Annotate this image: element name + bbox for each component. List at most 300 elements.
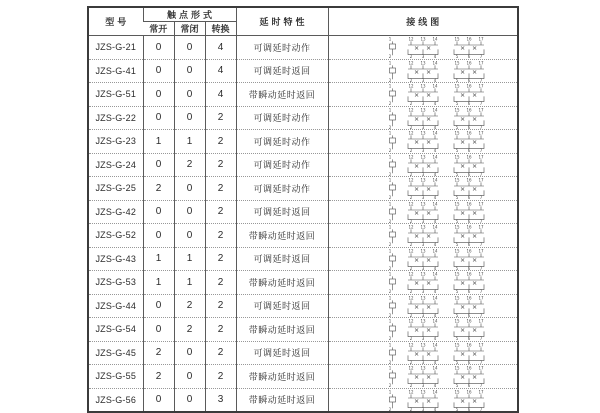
- col-header-normally-closed: 常闭: [174, 22, 205, 36]
- normally-open-cell: 1: [143, 247, 174, 271]
- model-cell: JZS-G-42: [88, 200, 143, 224]
- table-row: [88, 200, 518, 224]
- wiring-cell: [328, 36, 518, 60]
- svg-text:4: 4: [433, 312, 436, 317]
- table-row: [88, 341, 518, 365]
- svg-text:2: 2: [409, 242, 412, 247]
- contact-group: [408, 131, 438, 152]
- coil-symbol: [388, 201, 395, 222]
- normally-open-cell: 0: [143, 83, 174, 107]
- svg-text:15: 15: [453, 177, 460, 183]
- coil-symbol: [388, 342, 395, 363]
- changeover-cell: 2: [205, 247, 236, 271]
- normally-closed-cell: 1: [174, 247, 205, 271]
- delay-cell: 带瞬动延时返回: [236, 365, 328, 389]
- svg-text:1: 1: [388, 318, 391, 324]
- svg-text:17: 17: [477, 154, 484, 160]
- svg-text:2: 2: [409, 383, 412, 388]
- svg-text:5: 5: [455, 289, 458, 294]
- svg-text:6: 6: [467, 218, 470, 223]
- svg-text:12: 12: [407, 224, 414, 230]
- svg-text:13: 13: [419, 130, 426, 136]
- contact-group: [454, 37, 484, 58]
- contact-group: [408, 60, 438, 81]
- contact-group: [408, 319, 438, 340]
- table-row: [88, 388, 518, 412]
- delay-cell: 可调延时动作: [236, 177, 328, 201]
- svg-text:17: 17: [477, 271, 484, 277]
- coil-symbol: [388, 248, 395, 269]
- coil-symbol: [388, 295, 395, 316]
- table-row: [88, 224, 518, 248]
- normally-closed-cell: 0: [174, 59, 205, 83]
- svg-text:1: 1: [388, 224, 391, 230]
- contact-group: [408, 366, 438, 387]
- svg-text:5: 5: [455, 77, 458, 82]
- svg-text:3: 3: [421, 124, 424, 129]
- svg-text:7: 7: [479, 312, 482, 317]
- model-cell: JZS-G-41: [88, 59, 143, 83]
- contact-group: [454, 225, 484, 246]
- wiring-cell: [328, 83, 518, 107]
- wiring-cell: [328, 200, 518, 224]
- svg-text:3: 3: [421, 218, 424, 223]
- normally-closed-cell: 0: [174, 83, 205, 107]
- svg-text:13: 13: [419, 365, 426, 371]
- svg-text:2: 2: [388, 359, 391, 364]
- svg-text:2: 2: [409, 77, 412, 82]
- coil-symbol: [388, 37, 395, 58]
- changeover-cell: 4: [205, 83, 236, 107]
- delay-cell: 带瞬动延时返回: [236, 83, 328, 107]
- svg-text:2: 2: [409, 195, 412, 200]
- wiring-cell: [328, 59, 518, 83]
- svg-text:2: 2: [409, 218, 412, 223]
- svg-text:17: 17: [477, 177, 484, 183]
- svg-text:13: 13: [419, 36, 426, 42]
- wiring-diagram: [387, 154, 504, 176]
- table-row: [88, 177, 518, 201]
- normally-open-cell: 0: [143, 106, 174, 130]
- svg-text:16: 16: [465, 154, 472, 160]
- svg-text:1: 1: [388, 107, 391, 113]
- svg-text:5: 5: [455, 218, 458, 223]
- svg-text:12: 12: [407, 83, 414, 89]
- normally-open-cell: 0: [143, 200, 174, 224]
- contact-group: [408, 295, 438, 316]
- wiring-diagram: [387, 248, 504, 270]
- svg-text:2: 2: [409, 54, 412, 59]
- contact-group: [454, 154, 484, 175]
- contact-group: [454, 389, 484, 410]
- normally-open-cell: 2: [143, 177, 174, 201]
- svg-text:4: 4: [433, 359, 436, 364]
- svg-text:2: 2: [388, 289, 391, 294]
- svg-text:13: 13: [419, 154, 426, 160]
- svg-text:14: 14: [431, 83, 438, 89]
- delay-cell: 可调延时返回: [236, 341, 328, 365]
- wiring-diagram: [387, 365, 504, 387]
- svg-text:4: 4: [433, 148, 436, 153]
- svg-text:6: 6: [467, 242, 470, 247]
- svg-text:16: 16: [465, 342, 472, 348]
- contact-group: [408, 178, 438, 199]
- delay-cell: 带瞬动延时返回: [236, 224, 328, 248]
- svg-text:7: 7: [479, 171, 482, 176]
- svg-text:16: 16: [465, 201, 472, 207]
- normally-closed-cell: 0: [174, 200, 205, 224]
- svg-text:5: 5: [455, 265, 458, 270]
- delay-cell: 可调延时动作: [236, 130, 328, 154]
- svg-text:15: 15: [453, 154, 460, 160]
- wiring-diagram: [387, 36, 504, 58]
- normally-open-cell: 0: [143, 294, 174, 318]
- contact-group: [408, 107, 438, 128]
- normally-open-cell: 2: [143, 341, 174, 365]
- svg-text:6: 6: [467, 54, 470, 59]
- svg-text:3: 3: [421, 101, 424, 106]
- svg-text:1: 1: [388, 130, 391, 136]
- delay-cell: 可调延时返回: [236, 294, 328, 318]
- svg-text:6: 6: [467, 265, 470, 270]
- contact-group: [454, 84, 484, 105]
- svg-text:2: 2: [388, 195, 391, 200]
- contact-group: [408, 154, 438, 175]
- svg-text:5: 5: [455, 124, 458, 129]
- col-header-wiring: 接线图: [328, 7, 518, 36]
- model-cell: JZS-G-21: [95, 42, 137, 53]
- svg-text:12: 12: [407, 130, 414, 136]
- svg-text:6: 6: [467, 406, 470, 411]
- svg-text:14: 14: [431, 271, 438, 277]
- changeover-cell: 2: [205, 224, 236, 248]
- svg-text:15: 15: [453, 224, 460, 230]
- svg-text:3: 3: [421, 359, 424, 364]
- coil-symbol: [388, 107, 395, 128]
- svg-text:16: 16: [465, 83, 472, 89]
- svg-text:7: 7: [479, 54, 482, 59]
- svg-text:3: 3: [421, 289, 424, 294]
- delay-cell: 可调延时动作: [236, 106, 328, 130]
- contact-group: [454, 342, 484, 363]
- svg-text:3: 3: [421, 336, 424, 341]
- svg-text:15: 15: [453, 83, 460, 89]
- svg-text:12: 12: [407, 201, 414, 207]
- svg-text:12: 12: [407, 318, 414, 324]
- svg-text:17: 17: [477, 130, 484, 136]
- svg-text:14: 14: [431, 60, 438, 66]
- normally-closed-cell: 0: [174, 177, 205, 201]
- normally-closed-cell: 0: [174, 365, 205, 389]
- svg-text:7: 7: [479, 124, 482, 129]
- wiring-diagram: [387, 60, 504, 82]
- svg-text:1: 1: [388, 295, 391, 301]
- model-cell: JZS-G-53: [88, 271, 143, 295]
- table-row: [88, 318, 518, 342]
- svg-text:17: 17: [477, 224, 484, 230]
- wiring-diagram: [387, 107, 504, 129]
- normally-closed-cell: 2: [174, 318, 205, 342]
- svg-text:5: 5: [455, 312, 458, 317]
- contact-group: [408, 272, 438, 293]
- contact-group: [408, 342, 438, 363]
- normally-open-cell: 0: [143, 36, 174, 60]
- changeover-cell: 2: [205, 177, 236, 201]
- normally-open-cell: 0: [143, 388, 174, 412]
- svg-text:4: 4: [433, 77, 436, 82]
- col-header-normally-open: 常开: [143, 22, 174, 36]
- svg-text:14: 14: [431, 36, 438, 42]
- svg-text:2: 2: [409, 124, 412, 129]
- model-cell: JZS-G-56: [88, 388, 143, 412]
- svg-text:2: 2: [388, 54, 391, 59]
- model-cell: JZS-G-52: [88, 224, 143, 248]
- coil-symbol: [388, 60, 395, 81]
- svg-text:16: 16: [465, 36, 472, 42]
- svg-text:2: 2: [388, 383, 391, 388]
- svg-text:14: 14: [431, 130, 438, 136]
- col-header-delay: 延时特性: [236, 7, 328, 36]
- table-row: [88, 247, 518, 271]
- changeover-cell: 2: [205, 130, 236, 154]
- svg-text:3: 3: [421, 77, 424, 82]
- svg-text:2: 2: [388, 265, 391, 270]
- svg-text:2: 2: [388, 148, 391, 153]
- svg-text:15: 15: [453, 248, 460, 254]
- svg-text:13: 13: [419, 389, 426, 395]
- svg-text:3: 3: [421, 383, 424, 388]
- svg-text:15: 15: [453, 342, 460, 348]
- changeover-cell: 2: [205, 271, 236, 295]
- svg-text:6: 6: [467, 195, 470, 200]
- svg-text:13: 13: [419, 342, 426, 348]
- model-cell: JZS-G-44: [88, 294, 143, 318]
- wiring-cell: [328, 341, 518, 365]
- svg-text:2: 2: [388, 336, 391, 341]
- svg-text:2: 2: [388, 312, 391, 317]
- svg-text:2: 2: [409, 101, 412, 106]
- model-cell: JZS-G-55: [88, 365, 143, 389]
- svg-text:7: 7: [479, 242, 482, 247]
- svg-text:2: 2: [409, 336, 412, 341]
- wiring-diagram: [387, 177, 504, 199]
- svg-text:17: 17: [477, 60, 484, 66]
- model-cell: JZS-G-51: [88, 83, 143, 107]
- svg-text:2: 2: [388, 124, 391, 129]
- svg-text:7: 7: [479, 336, 482, 341]
- svg-text:15: 15: [453, 295, 460, 301]
- svg-text:14: 14: [431, 224, 438, 230]
- svg-text:4: 4: [433, 265, 436, 270]
- model-cell: JZS-G-43: [88, 247, 143, 271]
- svg-text:7: 7: [479, 406, 482, 411]
- svg-text:7: 7: [479, 195, 482, 200]
- svg-text:16: 16: [465, 295, 472, 301]
- svg-text:15: 15: [453, 107, 460, 113]
- contact-group: [454, 272, 484, 293]
- svg-text:16: 16: [465, 224, 472, 230]
- svg-text:15: 15: [453, 318, 460, 324]
- table-row: [88, 271, 518, 295]
- svg-text:2: 2: [409, 148, 412, 153]
- svg-text:7: 7: [479, 218, 482, 223]
- svg-text:17: 17: [477, 365, 484, 371]
- svg-text:5: 5: [455, 171, 458, 176]
- contact-group: [408, 37, 438, 58]
- svg-text:12: 12: [407, 60, 414, 66]
- svg-text:17: 17: [477, 342, 484, 348]
- svg-text:13: 13: [419, 224, 426, 230]
- svg-text:1: 1: [388, 83, 391, 89]
- contact-group: [454, 295, 484, 316]
- table-row: [88, 365, 518, 389]
- svg-text:6: 6: [467, 171, 470, 176]
- coil-symbol: [388, 154, 395, 175]
- svg-text:3: 3: [421, 242, 424, 247]
- svg-text:15: 15: [453, 130, 460, 136]
- contact-group: [408, 248, 438, 269]
- svg-text:12: 12: [407, 365, 414, 371]
- coil-symbol: [388, 319, 395, 340]
- model-cell: JZS-G-24: [88, 153, 143, 177]
- wiring-diagram: [387, 201, 504, 223]
- delay-cell: 可调延时动作: [236, 36, 328, 60]
- svg-text:1: 1: [388, 36, 391, 42]
- svg-text:6: 6: [467, 77, 470, 82]
- wiring-cell: [328, 106, 518, 130]
- svg-text:4: 4: [433, 242, 436, 247]
- svg-text:2: 2: [409, 312, 412, 317]
- svg-text:14: 14: [431, 248, 438, 254]
- svg-text:3: 3: [421, 195, 424, 200]
- normally-closed-cell: 2: [174, 153, 205, 177]
- changeover-cell: 2: [205, 153, 236, 177]
- col-header-contact-form: 触点形式: [143, 7, 236, 22]
- normally-open-cell: 0: [143, 318, 174, 342]
- normally-open-cell: 0: [143, 224, 174, 248]
- wiring-diagram: [387, 295, 504, 317]
- svg-text:2: 2: [409, 265, 412, 270]
- contact-group: [408, 225, 438, 246]
- svg-text:2: 2: [409, 406, 412, 411]
- normally-open-cell: 2: [143, 365, 174, 389]
- contact-group: [454, 319, 484, 340]
- svg-text:2: 2: [409, 171, 412, 176]
- svg-text:1: 1: [388, 271, 391, 277]
- svg-text:14: 14: [431, 318, 438, 324]
- wiring-cell: [328, 388, 518, 412]
- svg-text:13: 13: [419, 248, 426, 254]
- svg-text:13: 13: [419, 60, 426, 66]
- svg-text:12: 12: [407, 271, 414, 277]
- table-body: [88, 36, 518, 413]
- svg-text:17: 17: [477, 318, 484, 324]
- svg-text:12: 12: [407, 36, 414, 42]
- svg-text:13: 13: [419, 295, 426, 301]
- svg-text:1: 1: [388, 201, 391, 207]
- svg-text:4: 4: [433, 195, 436, 200]
- svg-text:16: 16: [465, 130, 472, 136]
- coil-symbol: [388, 84, 395, 105]
- wiring-cell: [328, 177, 518, 201]
- svg-text:4: 4: [433, 336, 436, 341]
- normally-open-cell: 1: [143, 130, 174, 154]
- changeover-cell: 2: [205, 106, 236, 130]
- svg-text:16: 16: [465, 318, 472, 324]
- model-cell: JZS-G-45: [88, 341, 143, 365]
- svg-text:16: 16: [465, 365, 472, 371]
- svg-text:4: 4: [433, 54, 436, 59]
- svg-text:7: 7: [479, 101, 482, 106]
- contact-group: [454, 201, 484, 222]
- contact-group: [454, 366, 484, 387]
- svg-text:2: 2: [388, 171, 391, 176]
- wiring-cell: [328, 271, 518, 295]
- svg-text:15: 15: [453, 36, 460, 42]
- svg-text:6: 6: [467, 101, 470, 106]
- svg-text:16: 16: [465, 248, 472, 254]
- wiring-cell: [328, 153, 518, 177]
- wiring-diagram: [387, 342, 504, 364]
- svg-text:12: 12: [407, 154, 414, 160]
- contact-group: [408, 84, 438, 105]
- normally-closed-cell: 0: [174, 341, 205, 365]
- changeover-cell: 2: [205, 341, 236, 365]
- svg-text:4: 4: [433, 383, 436, 388]
- changeover-cell: 4: [205, 36, 236, 60]
- normally-open-cell: 0: [143, 153, 174, 177]
- delay-cell: 可调延时返回: [236, 200, 328, 224]
- normally-closed-cell: 2: [174, 294, 205, 318]
- changeover-cell: 4: [205, 59, 236, 83]
- svg-text:13: 13: [419, 83, 426, 89]
- svg-text:1: 1: [388, 60, 391, 66]
- wiring-cell: [328, 247, 518, 271]
- svg-text:2: 2: [409, 289, 412, 294]
- svg-text:15: 15: [453, 365, 460, 371]
- model-cell: JZS-G-25: [88, 177, 143, 201]
- svg-text:1: 1: [388, 389, 391, 395]
- coil-symbol: [388, 178, 395, 199]
- svg-text:3: 3: [421, 54, 424, 59]
- svg-text:12: 12: [407, 177, 414, 183]
- svg-text:17: 17: [477, 36, 484, 42]
- changeover-cell: 3: [205, 388, 236, 412]
- svg-text:7: 7: [479, 383, 482, 388]
- contact-group: [454, 60, 484, 81]
- svg-text:1: 1: [388, 154, 391, 160]
- svg-text:7: 7: [479, 289, 482, 294]
- svg-text:14: 14: [431, 295, 438, 301]
- wiring-cell: [328, 130, 518, 154]
- svg-text:17: 17: [477, 248, 484, 254]
- svg-text:17: 17: [477, 389, 484, 395]
- table-header: [88, 7, 518, 36]
- wiring-diagram: [387, 271, 504, 293]
- svg-text:6: 6: [467, 148, 470, 153]
- svg-text:13: 13: [419, 107, 426, 113]
- table-row: [88, 106, 518, 130]
- svg-text:15: 15: [453, 389, 460, 395]
- svg-text:17: 17: [477, 83, 484, 89]
- wiring-diagram: [387, 318, 504, 340]
- delay-cell: 带瞬动延时返回: [236, 318, 328, 342]
- svg-text:1: 1: [388, 248, 391, 254]
- contact-group: [408, 389, 438, 410]
- svg-text:3: 3: [421, 148, 424, 153]
- svg-text:7: 7: [479, 359, 482, 364]
- wiring-cell: [328, 294, 518, 318]
